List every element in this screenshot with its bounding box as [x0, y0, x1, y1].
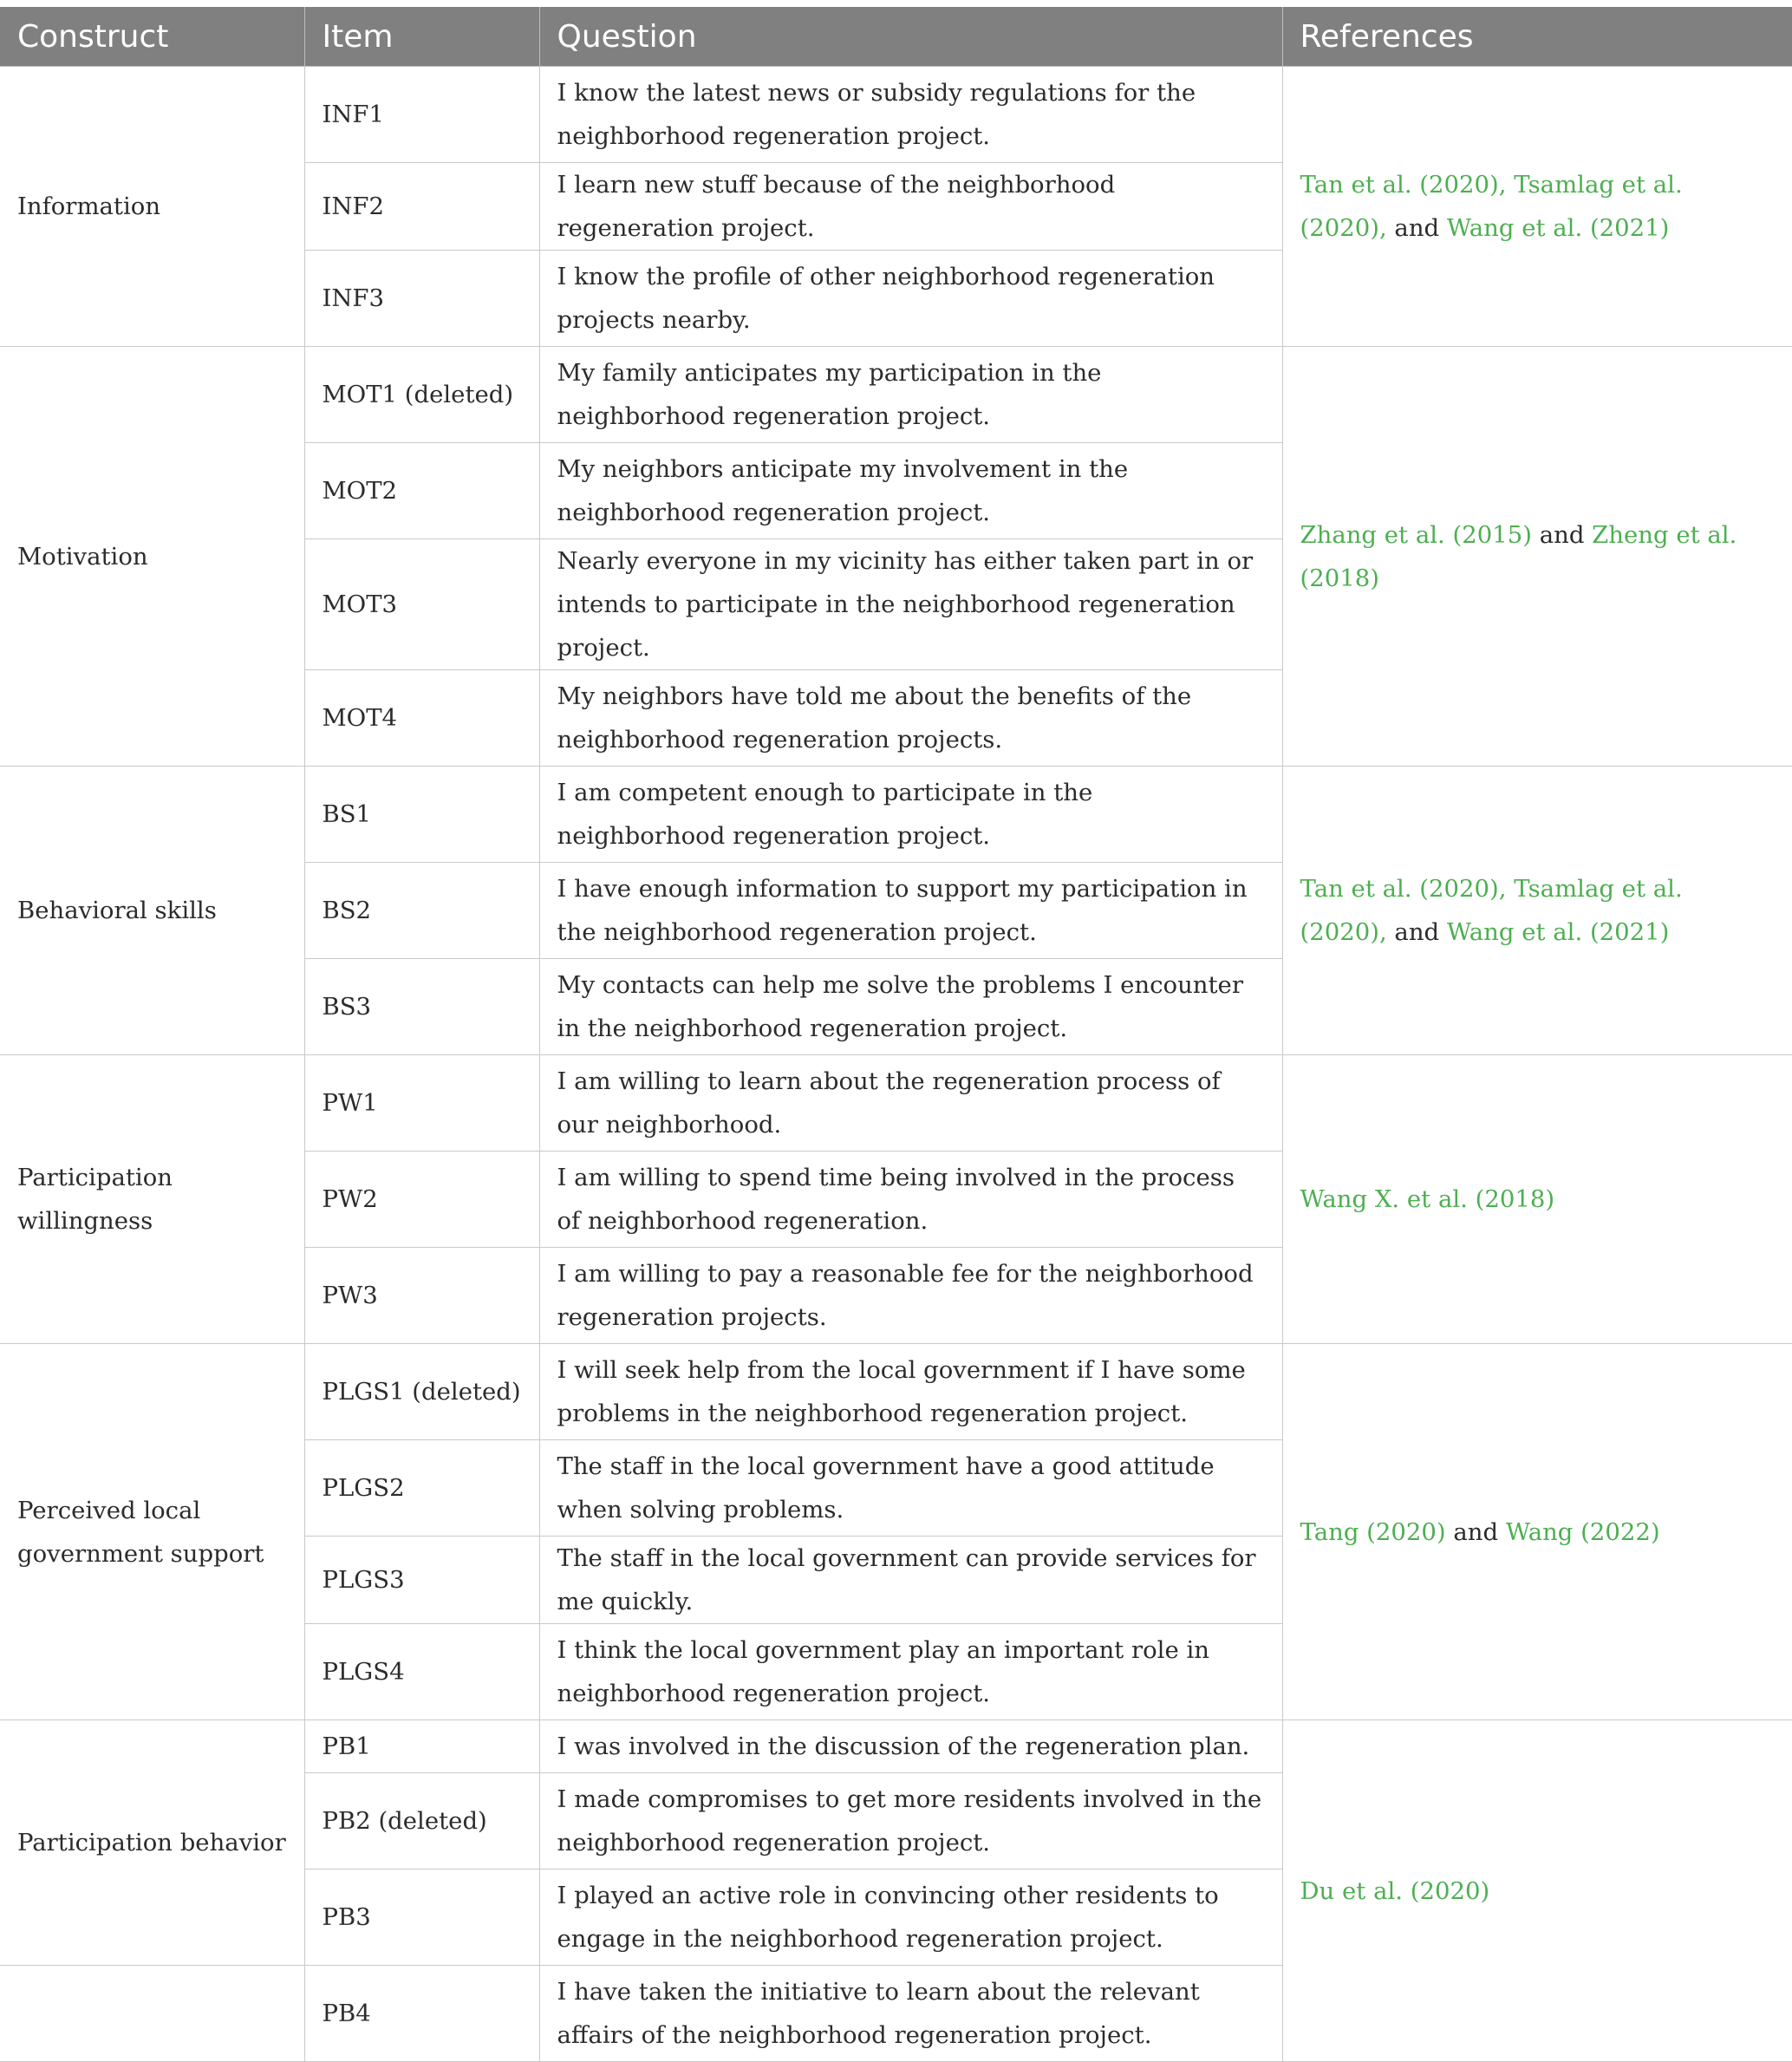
question-cell: I know the latest news or subsidy regulations for the neighborhood regeneration project.: [539, 67, 1282, 163]
citation-conjunction: and: [1386, 214, 1447, 242]
references-cell: [1282, 67, 1792, 347]
item-cell: INF2: [304, 163, 539, 251]
question-cell: I have enough information to support my participation in the neighborhood regeneration project.: [539, 863, 1282, 959]
question-cell: I am willing to spend time being involved in the process of neighborhood regeneration.: [539, 1152, 1282, 1248]
question-cell: My neighbors anticipate my involvement in the neighborhood regeneration project.: [539, 443, 1282, 539]
question-cell: I have taken the initiative to learn about the relevant affairs of the neighborhood regeneration project.: [539, 1966, 1282, 2062]
references-cell: [1282, 1344, 1792, 1720]
citation-link[interactable]: Tan et al. (2020), Tsamlag et al. (2020),: [1300, 171, 1683, 242]
item-cell: BS1: [304, 767, 539, 863]
header-item: Item: [304, 7, 539, 67]
item-cell: MOT2: [304, 443, 539, 539]
table-row: [0, 1055, 1792, 1152]
citation-conjunction: and: [1386, 918, 1447, 946]
item-cell: PB4: [304, 1966, 539, 2062]
citation-link[interactable]: Tan et al. (2020), Tsamlag et al. (2020),: [1300, 875, 1683, 946]
question-cell: The staff in the local government have a good attitude when solving problems.: [539, 1440, 1282, 1537]
references-cell: [1282, 767, 1792, 1055]
item-cell: PLGS1 (deleted): [304, 1344, 539, 1440]
table-row: [0, 1720, 1792, 1773]
header-references: References: [1282, 7, 1792, 67]
item-cell: PW3: [304, 1248, 539, 1344]
question-cell: I know the profile of other neighborhood regeneration projects nearby.: [539, 251, 1282, 347]
construct-cell: Motivation: [0, 347, 304, 767]
item-cell: PB3: [304, 1870, 539, 1966]
table-body: [0, 67, 1792, 2062]
table-row: [0, 347, 1792, 443]
header-construct: Construct: [0, 7, 304, 67]
question-cell: My family anticipates my participation in the neighborhood regeneration project.: [539, 347, 1282, 443]
item-cell: PLGS3: [304, 1537, 539, 1624]
citation-link[interactable]: Tang (2020): [1300, 1517, 1446, 1546]
item-cell: INF1: [304, 67, 539, 163]
construct-cell: Information: [0, 67, 304, 347]
question-cell: I am competent enough to participate in the neighborhood regeneration project.: [539, 767, 1282, 863]
question-cell: I will seek help from the local government if I have some problems in the neighborhood regeneration project.: [539, 1344, 1282, 1440]
table-row: [0, 767, 1792, 863]
table-row: [0, 1344, 1792, 1440]
item-cell: INF3: [304, 251, 539, 347]
references-cell: [1282, 1720, 1792, 2062]
question-cell: I am willing to pay a reasonable fee for the neighborhood regeneration projects.: [539, 1248, 1282, 1344]
question-cell: I was involved in the discussion of the regeneration plan.: [539, 1720, 1282, 1773]
question-cell: I made compromises to get more residents involved in the neighborhood regeneration project.: [539, 1773, 1282, 1870]
item-cell: PLGS2: [304, 1440, 539, 1537]
item-cell: MOT3: [304, 539, 539, 670]
item-cell: BS2: [304, 863, 539, 959]
references-cell: [1282, 1055, 1792, 1344]
question-cell: My contacts can help me solve the problems I encounter in the neighborhood regeneration project.: [539, 959, 1282, 1055]
item-cell: MOT4: [304, 670, 539, 767]
citation-link[interactable]: Du et al. (2020): [1300, 1876, 1490, 1905]
table-row: [0, 67, 1792, 163]
item-cell: PW1: [304, 1055, 539, 1152]
references-cell: [1282, 347, 1792, 767]
item-cell: PB2 (deleted): [304, 1773, 539, 1870]
question-cell: The staff in the local government can provide services for me quickly.: [539, 1537, 1282, 1624]
citation-conjunction: and: [1445, 1517, 1506, 1546]
item-cell: PB1: [304, 1720, 539, 1773]
question-cell: I think the local government play an important role in neighborhood regeneration project.: [539, 1624, 1282, 1720]
construct-cell: Participation willingness: [0, 1055, 304, 1344]
citation-conjunction: and: [1531, 520, 1593, 549]
citation-link[interactable]: Zhang et al. (2015): [1300, 520, 1532, 549]
construct-cell: [0, 1966, 304, 2062]
header-question: Question: [539, 7, 1282, 67]
item-cell: PW2: [304, 1152, 539, 1248]
construct-cell: Perceived local government support: [0, 1344, 304, 1720]
item-cell: MOT1 (deleted): [304, 347, 539, 443]
citation-link[interactable]: Wang X. et al. (2018): [1300, 1185, 1555, 1213]
citation-link[interactable]: Wang et al. (2021): [1446, 918, 1670, 946]
header-row: [0, 7, 1792, 67]
measures-table: [0, 7, 1792, 2062]
construct-cell: Participation behavior: [0, 1720, 304, 1966]
construct-cell: Behavioral skills: [0, 767, 304, 1055]
item-cell: PLGS4: [304, 1624, 539, 1720]
question-cell: I learn new stuff because of the neighborhood regeneration project.: [539, 163, 1282, 251]
citation-link[interactable]: Zheng et al. (2018): [1300, 520, 1737, 592]
question-cell: My neighbors have told me about the benefits of the neighborhood regeneration projects.: [539, 670, 1282, 767]
question-cell: Nearly everyone in my vicinity has either taken part in or intends to participate in the neighborhood regeneration project.: [539, 539, 1282, 670]
citation-link[interactable]: Wang et al. (2021): [1446, 214, 1670, 242]
item-cell: BS3: [304, 959, 539, 1055]
question-cell: I played an active role in convincing other residents to engage in the neighborhood regeneration project.: [539, 1870, 1282, 1966]
question-cell: I am willing to learn about the regeneration process of our neighborhood.: [539, 1055, 1282, 1152]
citation-link[interactable]: Wang (2022): [1505, 1517, 1660, 1546]
